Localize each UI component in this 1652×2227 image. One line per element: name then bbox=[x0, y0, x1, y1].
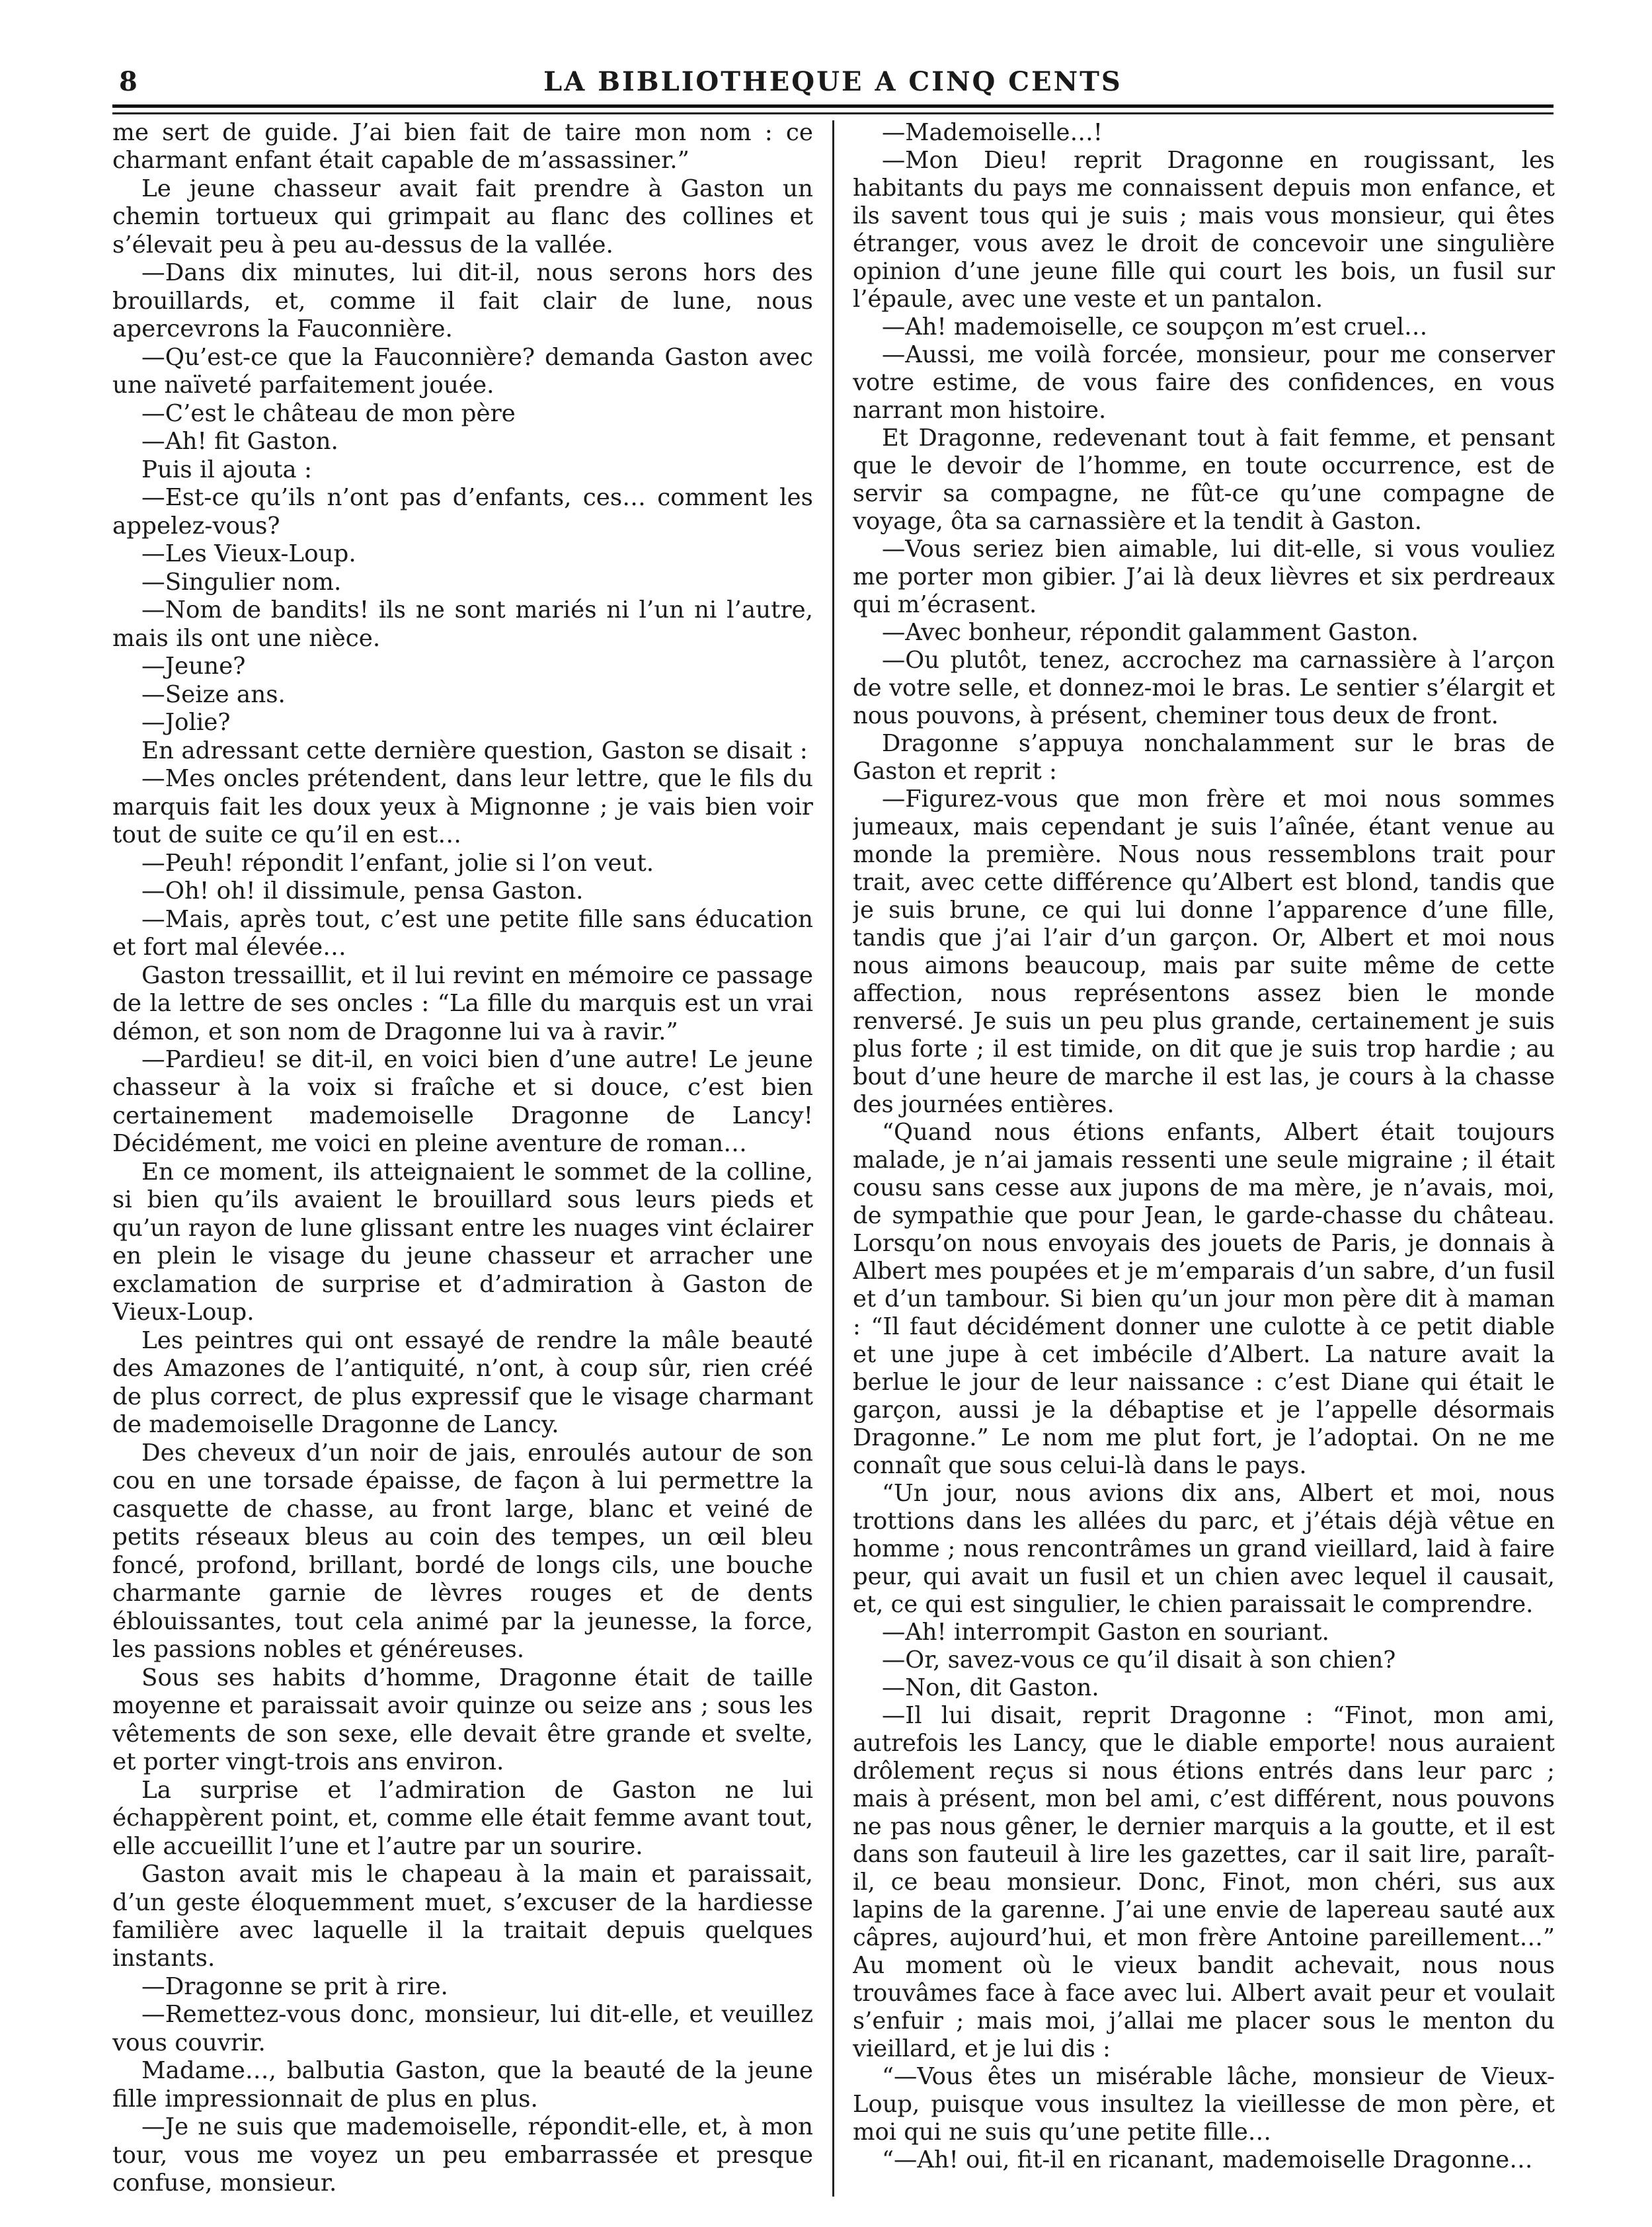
paragraph: —Il lui disait, reprit Dragonne : “Finot, mon ami, autrefois les Lancy, que le diable emporte! nous auraient drôlement reçus si nous étions entrés dans leur parc ; mais à présent, mon bel ami, c’est différent, nous pouvons ne pas nous gêner, le dernier marquis a la goutte, et il est dans son fauteuil à lire les gazettes, car il sait lire, paraît-il, ce beau monsieur. Donc, Finot, mon chéri, sus aux lapins de la garenne. J’ai une envie de lapereau sauté aux câpres, aujourd’hui, et mon frère Antoine pareillement…” Au moment où le vieux bandit achevait, nous nous trouvâmes face à face avec lui. Albert avait peur et voulait s’enfuir ; mais moi, j’allai me placer sous le menton du vieillard, et je lui dis : bbox=[853, 1702, 1555, 2062]
paragraph: —Figurez-vous que mon frère et moi nous sommes jumeaux, mais cependant je suis l’aînée, étant venue au monde la première. Nous nous ressemblons trait pour trait, avec cette différence qu’Albert est blond, tandis que je suis brune, ce qui lui donne l’apparence d’une fille, tandis que j’ai l’air d’un garçon. Or, Albert et moi nous nous aimons beaucoup, mais par suite même de cette affection, nous représentons assez bien le monde renversé. Je suis un peu plus grande, certainement je suis plus forte ; il est timide, on dit que je suis trop hardie ; au bout d’une heure de marche il est las, je cours à la chasse des journées entières. bbox=[853, 786, 1555, 1118]
paragraph: Et Dragonne, redevenant tout à fait femme, et pensant que le devoir de l’homme, en toute occurrence, est de servir sa compagne, ne fût-ce qu’une compagne de voyage, ôta sa carnassière et la tendit à Gaston. bbox=[853, 425, 1555, 535]
paragraph: —Qu’est-ce que la Fauconnière? demanda Gaston avec une naïveté parfaitement jouée. bbox=[112, 343, 813, 399]
paragraph: —Mes oncles prétendent, dans leur lettre, que le fils du marquis fait les doux yeux à Mignonne ; je vais bien voir tout de suite ce qu’il en est… bbox=[112, 765, 813, 849]
paragraph: —Ou plutôt, tenez, accrochez ma carnassière à l’arçon de votre selle, et donnez-moi le bras. Le sentier s’élargit et nous pouvons, à présent, cheminer tous deux de front. bbox=[853, 647, 1555, 729]
paragraph: —Dragonne se prit à rire. bbox=[141, 1972, 448, 2000]
header-rule-thin bbox=[112, 112, 1554, 114]
paragraph: —Remettez-vous donc, monsieur, lui dit-elle, et veuillez vous couvrir. bbox=[112, 2001, 813, 2056]
paragraph: —Peuh! répondit l’enfant, jolie si l’on veut. bbox=[141, 849, 654, 877]
paragraph: —Est-ce qu’ils n’ont pas d’enfants, ces… comment les appelez-vous? bbox=[112, 484, 813, 540]
paragraph: —Singulier nom. bbox=[141, 568, 342, 596]
paragraph: —Avec bonheur, répondit galamment Gaston. bbox=[882, 619, 1419, 646]
right-column bbox=[853, 119, 1555, 2208]
paragraph: En ce moment, ils atteignaient le sommet de la colline, si bien qu’ils avaient le brouillard sous leurs pieds et qu’un rayon de lune glissant entre les nuages vint éclairer en plein le visage du jeune chasseur et arracher une exclamation de surprise et d’admiration à Gaston de Vieux-Loup. bbox=[112, 1158, 813, 1326]
paragraph: —Jolie? bbox=[141, 709, 231, 737]
paragraph: En adressant cette dernière question, Gaston se disait : bbox=[141, 737, 808, 764]
paragraph: me sert de guide. J’ai bien fait de taire mon nom : ce charmant enfant était capable de m’assassiner.” bbox=[112, 119, 813, 175]
paragraph: “—Vous êtes un misérable lâche, monsieur de Vieux-Loup, puisque vous insultez la vieillesse de mon père, et moi qui ne suis qu’une petite fille… bbox=[853, 2063, 1555, 2146]
paragraph: “Quand nous étions enfants, Albert était toujours malade, je n’ai jamais ressenti une seule migraine ; il était cousu sans cesse aux jupons de ma mère, je n’avais, moi, de sympathie que pour Jean, le garde-chasse du château. Lorsqu’on nous envoyais des jouets de Paris, je donnais à Albert mes poupées et je m’emparais d’un sabre, d’un fusil et d’un tambour. Si bien qu’un jour mon père dit à maman : “Il faut décidément donner une culotte à ce petit diable et une jupe à cet imbécile d’Albert. La nature avait la berlue le jour de leur naissance : c’est Diane qui était le garçon, aussi je la débaptise et je l’appelle désormais Dragonne.” Le nom me plut fort, je l’adoptai. On ne me connaît que sous celui-là dans le pays. bbox=[853, 1119, 1555, 1479]
paragraph: —Mon Dieu! reprit Dragonne en rougissant, les habitants du pays me connaissent depuis mon enfance, et ils savent tous qui je suis ; mais vous monsieur, qui êtes étranger, vous avez le droit de concevoir une singulière opinion d’une jeune fille qui court les bois, un fusil sur l’épaule, avec une veste et un pantalon. bbox=[853, 147, 1555, 313]
paragraph: —Mademoiselle…! bbox=[882, 119, 1103, 146]
paragraph: —Or, savez-vous ce qu’il disait à son chien? bbox=[882, 1646, 1396, 1674]
paragraph: —Jeune? bbox=[141, 653, 246, 680]
paragraph: —Je ne suis que mademoiselle, répondit-elle, et, à mon tour, vous me voyez un peu embarrassée et presque confuse, monsieur. bbox=[112, 2113, 813, 2197]
paragraph: —Aussi, me voilà forcée, monsieur, pour me conserver votre estime, de vous faire des confidences, en vous narrant mon histoire. bbox=[853, 341, 1555, 424]
paragraph: —Non, dit Gaston. bbox=[882, 1674, 1099, 1701]
paragraph: Dragonne s’appuya nonchalamment sur le bras de Gaston et reprit : bbox=[853, 730, 1555, 785]
paragraph: Madame…, balbutia Gaston, que la beauté de la jeune fille impressionnait de plus en plus. bbox=[112, 2057, 813, 2113]
paragraph: —Dans dix minutes, lui dit-il, nous serons hors des brouillards, et, comme il fait clair de lune, nous apercevrons la Fauconnière. bbox=[112, 259, 813, 343]
paragraph: Le jeune chasseur avait fait prendre à Gaston un chemin tortueux qui grimpait au flanc des collines et s’élevait peu à peu au-dessus de la vallée. bbox=[112, 175, 813, 259]
paragraph: —Oh! oh! il dissimule, pensa Gaston. bbox=[141, 877, 584, 905]
paragraph: “—Ah! oui, fit-il en ricanant, mademoiselle Dragonne… bbox=[882, 2146, 1533, 2173]
paragraph: —Pardieu! se dit-il, en voici bien d’une autre! Le jeune chasseur à la voix si fraîche et si douce, c’est bien certainement mademoiselle Dragonne de Lancy! Décidément, me voici en pleine aventure de roman… bbox=[112, 1045, 813, 1158]
page-number: 8 bbox=[119, 66, 138, 97]
paragraph: —Ah! interrompit Gaston en souriant. bbox=[882, 1619, 1329, 1646]
page-header bbox=[112, 66, 1554, 106]
paragraph: La surprise et l’admiration de Gaston ne lui échappèrent point, et, comme elle était femme avant tout, elle accueillit l’une et l’autre par un sourire. bbox=[112, 1776, 813, 1860]
paragraph: —Les Vieux-Loup. bbox=[141, 540, 356, 568]
column-divider bbox=[832, 120, 834, 2197]
paragraph: Des cheveux d’un noir de jais, enroulés autour de son cou en une torsade épaisse, de façon à lui permettre la casquette de chasse, au front large, blanc et veiné de petits réseaux bleus au coin des tempes, un œil bleu foncé, profond, brillant, bordé de longs cils, une bouche charmante garnie de lèvres rouges et de dents éblouissantes, tout cela animé par la jeunesse, la force, les passions nobles et généreuses. bbox=[112, 1439, 813, 1664]
paragraph: —Ah! fit Gaston. bbox=[141, 428, 338, 456]
paragraph: —C’est le château de mon père bbox=[141, 399, 516, 427]
paragraph: —Mais, après tout, c’est une petite fille sans éducation et fort mal élevée… bbox=[112, 905, 813, 961]
paragraph: “Un jour, nous avions dix ans, Albert et moi, nous trottions dans les allées du parc, et j’étais déjà vêtue en homme ; nous rencontrâmes un grand vieillard, laid à faire peur, qui avait un fusil et un chien avec lequel il causait, et, ce qui est singulier, le chien paraissait le comprendre. bbox=[853, 1480, 1555, 1618]
paragraph: Puis il ajouta : bbox=[141, 456, 313, 483]
paragraph: Gaston avait mis le chapeau à la main et paraissait, d’un geste éloquemment muet, s’excuser de la hardiesse familière avec laquelle il la traitait depuis quelques instants. bbox=[112, 1861, 813, 1972]
paragraph: Les peintres qui ont essayé de rendre la mâle beauté des Amazones de l’antiquité, n’ont, à coup sûr, rien créé de plus correct, de plus expressif que le visage charmant de mademoiselle Dragonne de Lancy. bbox=[112, 1326, 813, 1439]
paragraph: —Seize ans. bbox=[141, 680, 286, 708]
paragraph: —Ah! mademoiselle, ce soupçon m’est cruel… bbox=[882, 313, 1428, 341]
header-rule bbox=[112, 104, 1554, 108]
paragraph: Sous ses habits d’homme, Dragonne était de taille moyenne et paraissait avoir quinze ou seize ans ; sous les vêtements de son sexe, elle devait être grande et svelte, et porter vingt-trois ans environ. bbox=[112, 1664, 813, 1776]
left-column bbox=[112, 119, 813, 2208]
paragraph: —Vous seriez bien aimable, lui dit-elle, si vous vouliez me porter mon gibier. J’ai là deux lièvres et six perdreaux qui m’écrasent. bbox=[853, 536, 1555, 618]
running-title: LA BIBLIOTHEQUE A CINQ CENTS bbox=[543, 66, 1122, 97]
paragraph: Gaston tressaillit, et il lui revint en mémoire ce passage de la lettre de ses oncles : “La fille du marquis est un vrai démon, et son nom de Dragonne lui va à ravir.” bbox=[112, 961, 813, 1045]
paragraph: —Nom de bandits! ils ne sont mariés ni l’un ni l’autre, mais ils ont une nièce. bbox=[112, 596, 813, 652]
